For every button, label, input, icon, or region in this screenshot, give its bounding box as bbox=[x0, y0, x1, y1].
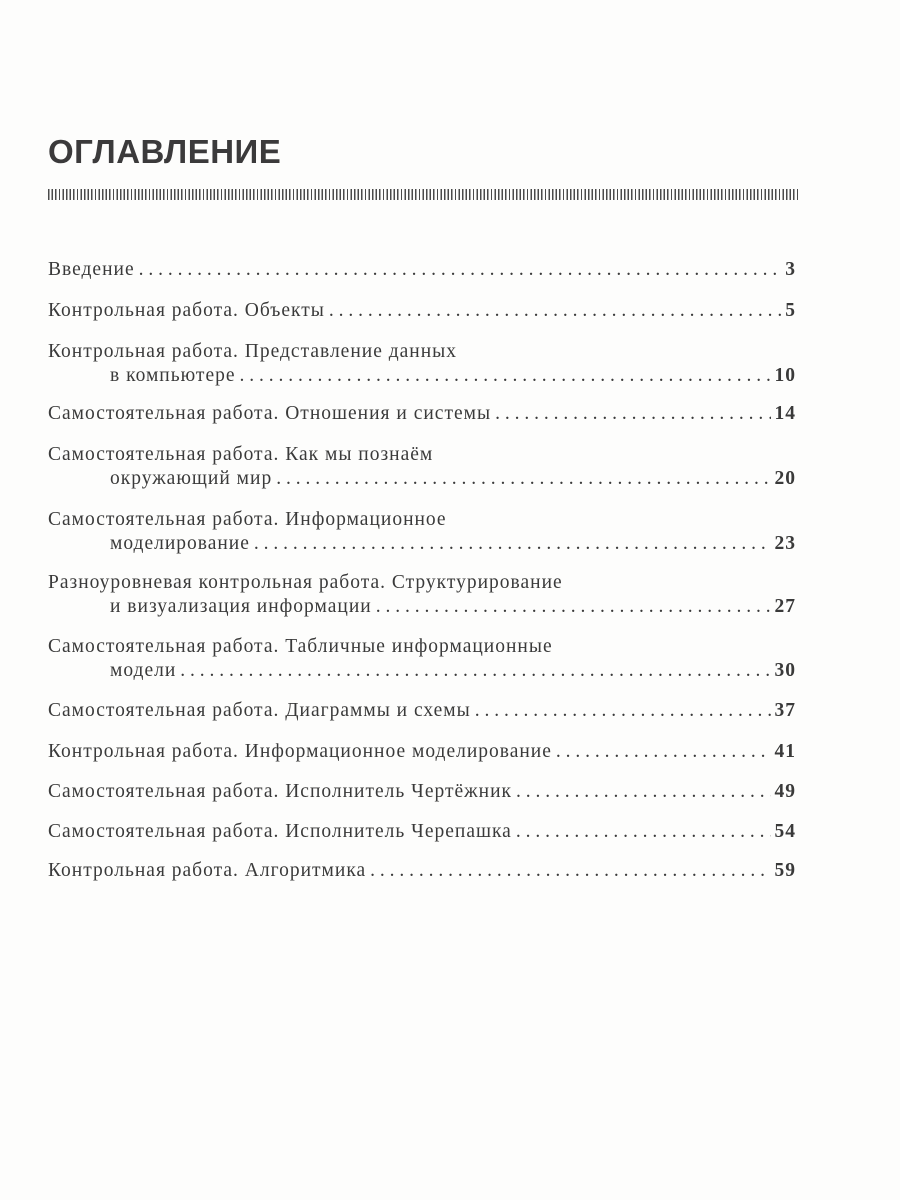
toc-entry-title: моделирование bbox=[110, 533, 250, 554]
dot-leader bbox=[254, 532, 771, 556]
toc-entry[interactable] bbox=[48, 859, 796, 883]
toc-page-number: 54 bbox=[774, 821, 796, 842]
dot-leader bbox=[370, 859, 770, 883]
dot-leader bbox=[475, 699, 771, 723]
toc-entry-title: модели bbox=[110, 660, 177, 681]
dot-leader bbox=[139, 258, 782, 282]
toc-page-number: 14 bbox=[774, 403, 796, 424]
dot-leader bbox=[240, 364, 771, 388]
toc-page-number: 10 bbox=[774, 365, 796, 386]
toc-entry-title: Самостоятельная работа. Диаграммы и схемы bbox=[48, 700, 471, 721]
toc-entry[interactable] bbox=[48, 820, 796, 844]
dot-leader bbox=[276, 467, 770, 491]
toc-page-number: 30 bbox=[774, 660, 796, 681]
toc-entry-title: в компьютере bbox=[110, 365, 236, 386]
toc-entry-title: Контрольная работа. Алгоритмика bbox=[48, 860, 367, 881]
dot-leader bbox=[376, 595, 771, 619]
toc-page-number: 5 bbox=[785, 300, 796, 321]
toc-page-number: 41 bbox=[774, 741, 796, 762]
toc-page-number: 20 bbox=[774, 468, 796, 489]
toc-entry[interactable] bbox=[48, 508, 796, 556]
toc-entry[interactable] bbox=[48, 699, 796, 723]
toc-entry-title: Самостоятельная работа. Исполнитель Чертёжник bbox=[48, 781, 512, 802]
toc-entry[interactable] bbox=[48, 740, 796, 764]
toc-entry[interactable] bbox=[48, 780, 796, 804]
toc-entry[interactable] bbox=[48, 340, 796, 388]
decorative-rule bbox=[48, 189, 798, 200]
dot-leader bbox=[556, 740, 771, 764]
toc-entry[interactable] bbox=[48, 402, 796, 426]
toc-entry[interactable] bbox=[48, 258, 796, 282]
toc-page-number: 27 bbox=[774, 596, 796, 617]
toc-entry-title: Контрольная работа. Представление данных bbox=[48, 341, 458, 362]
toc-entry-title: окружающий мир bbox=[110, 468, 273, 489]
toc-entry-title: Самостоятельная работа. Исполнитель Черепашка bbox=[48, 821, 512, 842]
toc-entry-title: Самостоятельная работа. Как мы познаём bbox=[48, 444, 434, 465]
toc-entry-title: Контрольная работа. Объекты bbox=[48, 300, 325, 321]
toc-page-number: 59 bbox=[774, 860, 796, 881]
toc-entry-title: Контрольная работа. Информационное моделирование bbox=[48, 741, 552, 762]
page-title: ОГЛАВЛЕНИЕ bbox=[48, 133, 282, 170]
toc-entry-title: Самостоятельная работа. Отношения и системы bbox=[48, 403, 492, 424]
toc-entry[interactable] bbox=[48, 635, 796, 683]
dot-leader bbox=[180, 659, 770, 683]
dot-leader bbox=[516, 780, 771, 804]
toc-page-number: 23 bbox=[774, 533, 796, 554]
toc-page-number: 49 bbox=[774, 781, 796, 802]
toc-entry[interactable] bbox=[48, 299, 796, 323]
toc-entry-title: Самостоятельная работа. Табличные информационные bbox=[48, 636, 553, 657]
dot-leader bbox=[495, 402, 770, 426]
toc-entry-title: Разноуровневая контрольная работа. Структурирование bbox=[48, 572, 563, 593]
dot-leader bbox=[329, 299, 781, 323]
toc-entry-title: Самостоятельная работа. Информационное bbox=[48, 509, 447, 530]
toc-entry[interactable] bbox=[48, 571, 796, 619]
toc-entry-title: и визуализация информации bbox=[110, 596, 372, 617]
toc-page-number: 37 bbox=[774, 700, 796, 721]
toc-page-number: 3 bbox=[785, 259, 796, 280]
toc-entry-title: Введение bbox=[48, 259, 135, 280]
dot-leader bbox=[516, 820, 771, 844]
toc-entry[interactable] bbox=[48, 443, 796, 491]
